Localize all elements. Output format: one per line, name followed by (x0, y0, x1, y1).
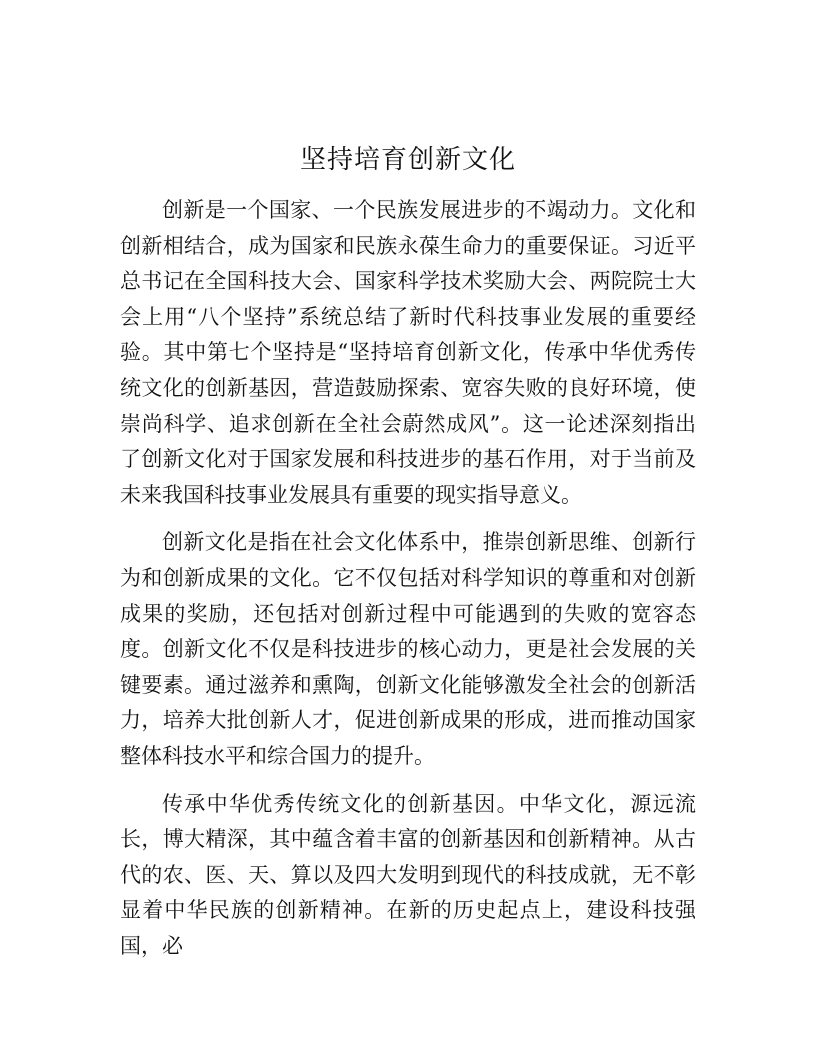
paragraph-2: 创新文化是指在社会文化体系中，推崇创新思维、创新行为和创新成果的文化。它不仅包括对科学知识的尊重和对创新成果的奖励，还包括对创新过程中可能遇到的失败的宽容态度。创新文化不仅是科技进步的核心动力，更是社会发展的关键要素。通过滋养和熏陶，创新文化能够激发全社会的创新活力，培养大批创新人才，促进创新成果的形成，进而推动国家整体科技水平和综合国力的提升。 (120, 530, 696, 768)
paragraph-1: 创新是一个国家、一个民族发展进步的不竭动力。文化和创新相结合，成为国家和民族永葆生命力的重要保证。习近平总书记在全国科技大会、国家科学技术奖励大会、两院院士大会上用“八个坚持”系统总结了新时代科技事业发展的重要经验。其中第七个坚持是“坚持培育创新文化，传承中华优秀传统文化的创新基因，营造鼓励探索、宽容失败的良好环境，使崇尚科学、追求创新在全社会蔚然成风”。这一论述深刻指出了创新文化对于国家发展和科技进步的基石作用，对于当前及未来我国科技事业发展具有重要的现实指导意义。 (120, 198, 696, 507)
paragraph-3: 传承中华优秀传统文化的创新基因。中华文化，源远流长，博大精深，其中蕴含着丰富的创新基因和创新精神。从古代的农、医、天、算以及四大发明到现代的科技成就，无不彰显着中华民族的创新精神。在新的历史起点上，建设科技强国，必 (120, 791, 696, 958)
document-body (120, 193, 696, 976)
document-title: 坚持培育创新文化 (299, 145, 516, 175)
